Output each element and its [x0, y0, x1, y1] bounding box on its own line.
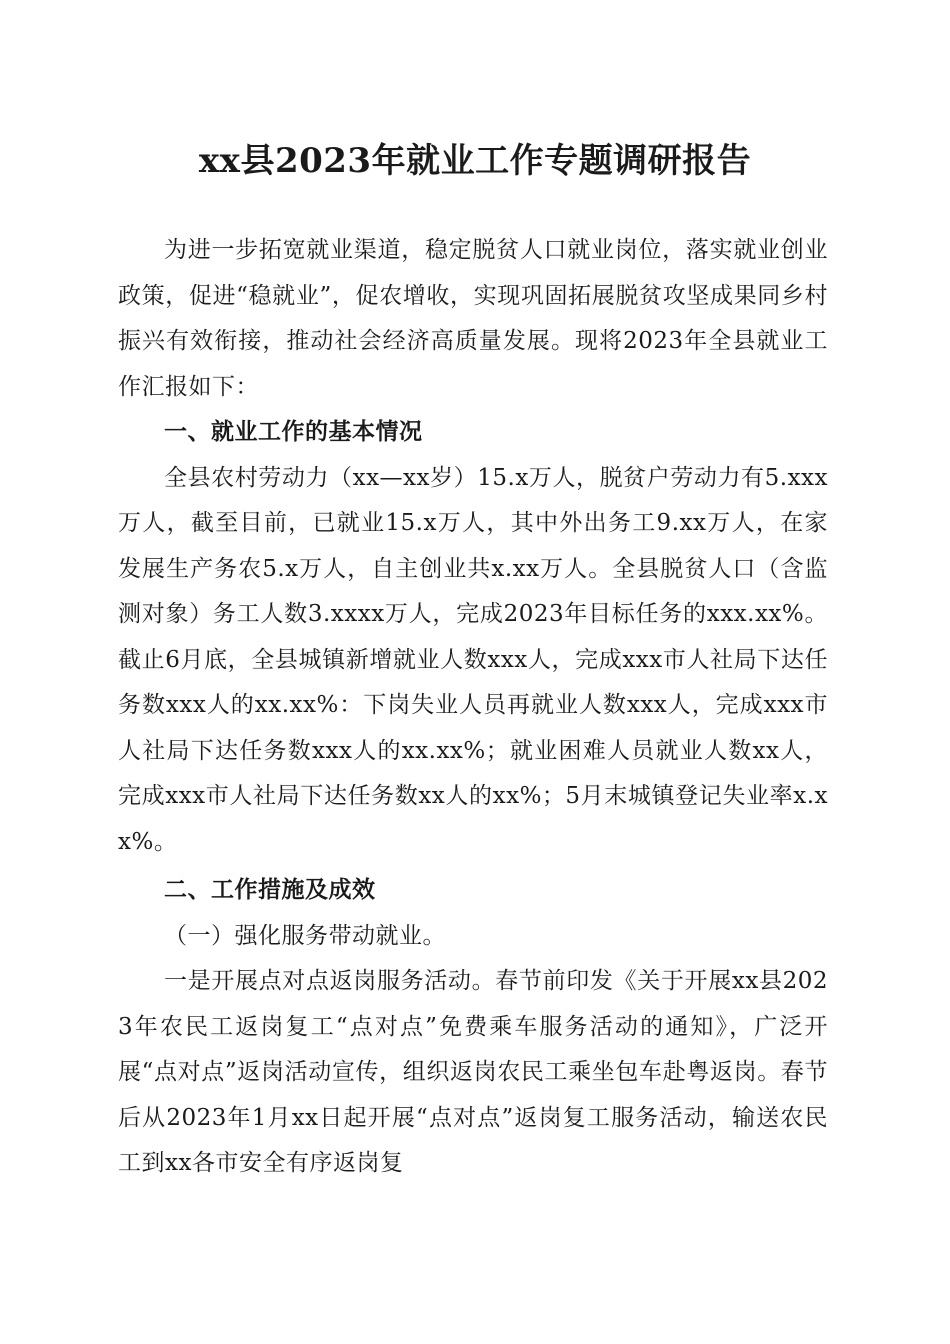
section-2-paragraph — [118, 959, 828, 1187]
section-1-heading: 一、就业工作的基本情况 — [164, 419, 423, 445]
intro-paragraph: 为进一步拓宽就业渠道，稳定脱贫人口就业岗位，落实就业创业政策，促进“稳就业”，促农增收，实现巩固拓展脱贫攻坚成果同乡村振兴有效衔接，推动社会经济高质量发展。现将2023年全县就业工作汇报如下： — [118, 237, 828, 400]
document-title: xx县2023年就业工作专题调研报告 — [198, 141, 752, 181]
section-1-paragraph: 全县农村劳动力（xx—xx岁）15.x万人，脱贫户劳动力有5.xxx万人，截至目前，已就业15.x万人，其中外出务工9.xx万人，在家发展生产务农5.x万人，自主创业共x.xx万人。全县脱贫人口（含监测对象）务工人数3.xxxx万人，完成2023年目标任务的xxx.xx%。截止6月底，全县城镇新增就业人数xxx人，完成xxx市人社局下达任务数xxx人的xx.xx%：下岗失业人员再就业人数xxx人，完成xxx市人社局下达任务数xxx人的xx.xx%；就业困难人员就业人数xx人，完成xxx市人社局下达任务数xx人的xx%；5月末城镇登记失业率x.xx%。 — [118, 464, 828, 855]
section-2-paragraph-text: 春节前印发《关于开展xx县2023年农民工返岗复工“点对点”免费乘车服务活动的通知》，广泛开展“点对点”返岗活动宣传，组织返岗农民工乘坐包车赴粤返岗。春节后从2023年1月xx日起开展“点对点”返岗复工服务活动，输送农民工到xx各市安全有序返岗复 — [118, 968, 829, 1176]
section-2-subheading: （一）强化服务带动就业。 — [164, 922, 446, 949]
section-2-heading: 二、工作措施及成效 — [164, 877, 376, 903]
section-2-paragraph-lead: 一是开展点对点返岗服务活动。 — [164, 968, 496, 994]
document-body — [118, 228, 828, 1187]
